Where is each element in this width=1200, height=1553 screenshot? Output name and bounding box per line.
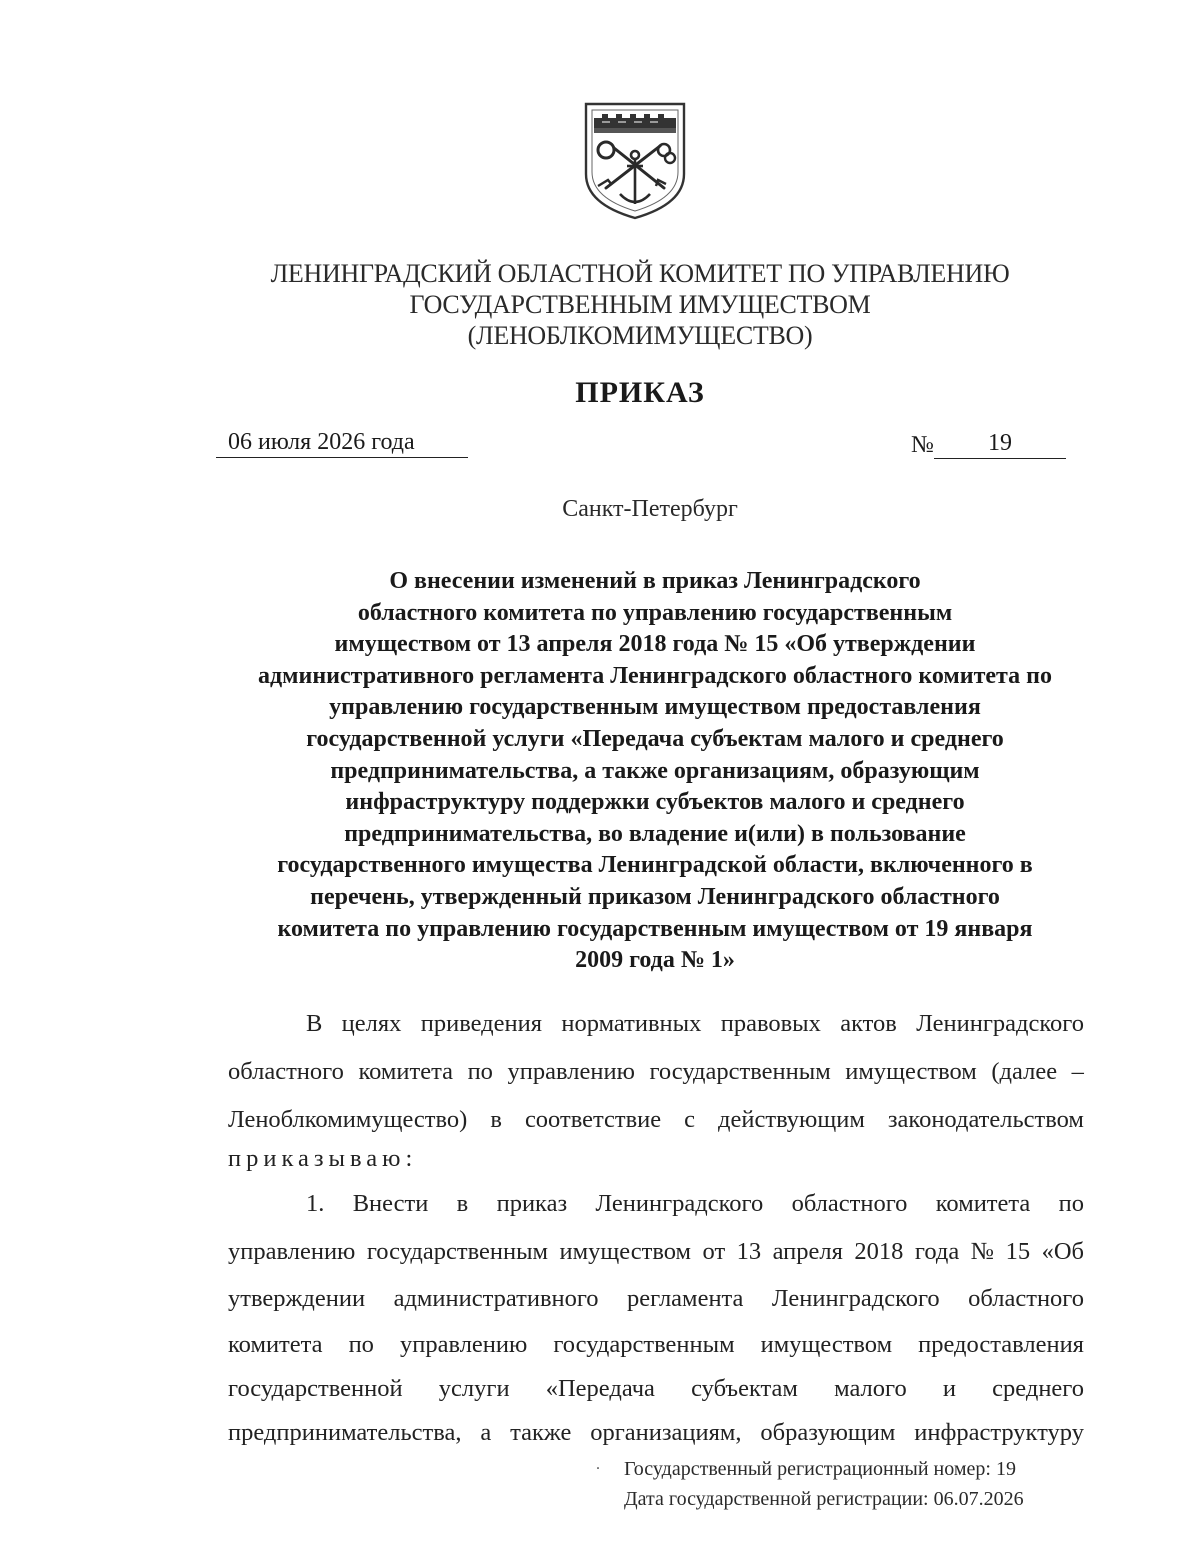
word: действующим bbox=[718, 1106, 865, 1133]
word: по bbox=[467, 1058, 493, 1085]
word: областного bbox=[791, 1190, 908, 1217]
title-line: предпринимательства, во владение и(или) в пользование bbox=[344, 820, 966, 847]
word: государственным bbox=[553, 1331, 735, 1358]
word: Ленинградского bbox=[771, 1285, 940, 1312]
item-1-line bbox=[228, 1375, 1084, 1403]
authority-line: (ЛЕНОБЛКОМИМУЩЕСТВО) bbox=[467, 321, 813, 350]
title-line: перечень, утвержденный приказом Ленинградского областного bbox=[310, 883, 1000, 910]
word: также bbox=[510, 1419, 572, 1446]
word: государственным bbox=[649, 1058, 831, 1085]
word: Внести bbox=[352, 1190, 429, 1217]
word: инфраструктуру bbox=[914, 1419, 1084, 1446]
word: В bbox=[306, 1010, 323, 1037]
word: управлению bbox=[228, 1238, 356, 1265]
word: в bbox=[456, 1190, 469, 1217]
word: с bbox=[684, 1106, 696, 1133]
preamble-line bbox=[306, 1010, 1084, 1038]
word: областного bbox=[228, 1058, 344, 1085]
word: «Передача bbox=[545, 1375, 655, 1402]
item-1-line bbox=[228, 1238, 1084, 1266]
word: предпринимательства, bbox=[228, 1419, 462, 1446]
word: образующим bbox=[760, 1419, 896, 1446]
title-line: комитета по управлению государственным имуществом от 19 января bbox=[277, 915, 1033, 942]
word: предоставления bbox=[918, 1331, 1084, 1358]
preamble-line bbox=[228, 1058, 1084, 1086]
title-line: административного регламента Ленинградского областного комитета по bbox=[258, 662, 1052, 689]
word: приказ bbox=[496, 1190, 568, 1217]
word: субъектам bbox=[691, 1375, 798, 1402]
word: законодательством bbox=[887, 1106, 1084, 1133]
word: актов bbox=[840, 1010, 897, 1037]
word: имуществом bbox=[845, 1058, 977, 1085]
title-line: предпринимательства, а также организациям, образующим bbox=[330, 757, 980, 784]
word: от bbox=[702, 1238, 726, 1265]
word: среднего bbox=[992, 1375, 1084, 1402]
registration-number: Государственный регистрационный номер: 19 bbox=[624, 1458, 1016, 1480]
title-line: управлению государственным имуществом предоставления bbox=[329, 694, 981, 721]
word: правовых bbox=[720, 1010, 821, 1037]
order-word: приказываю: bbox=[228, 1145, 418, 1172]
title-line: имуществом от 13 апреля 2018 года № 15 «Об утверждении bbox=[334, 631, 976, 658]
document-number: 19 bbox=[934, 428, 1066, 459]
word: 15 bbox=[1005, 1238, 1031, 1265]
word: управлению bbox=[399, 1331, 528, 1358]
word: (далее bbox=[991, 1058, 1058, 1085]
issuing-authority bbox=[200, 258, 1080, 351]
document-type-heading: ПРИКАЗ bbox=[575, 376, 705, 409]
authority-line: ЛЕНИНГРАДСКИЙ ОБЛАСТНОЙ КОМИТЕТ ПО УПРАВЛЕНИЮ bbox=[270, 259, 1010, 288]
word: целях bbox=[341, 1010, 402, 1037]
title-line: инфраструктуру поддержки субъектов малого и среднего bbox=[345, 789, 965, 816]
title-line: О внесении изменений в приказ Ленинградского bbox=[389, 568, 921, 594]
title-line: областного комитета по управлению государственным bbox=[357, 599, 953, 626]
word: имуществом bbox=[559, 1238, 692, 1265]
authority-line: ГОСУДАРСТВЕННЫМ ИМУЩЕСТВОМ bbox=[409, 290, 871, 319]
word: по bbox=[1058, 1190, 1084, 1217]
word: административного bbox=[393, 1285, 599, 1312]
word: «Об bbox=[1041, 1238, 1084, 1265]
word: – bbox=[1071, 1058, 1084, 1085]
word: малого bbox=[834, 1375, 907, 1402]
word: государственным bbox=[366, 1238, 549, 1265]
word: комитета bbox=[358, 1058, 453, 1085]
item-1-line bbox=[306, 1190, 1084, 1218]
word: нормативных bbox=[561, 1010, 702, 1037]
item-1-line bbox=[228, 1331, 1084, 1359]
word: комитета bbox=[935, 1190, 1031, 1217]
word: Ленинградского bbox=[595, 1190, 764, 1217]
registration-dot: . bbox=[596, 1456, 600, 1473]
title-line: государственной услуги «Передача субъектам малого и среднего bbox=[306, 725, 1004, 752]
document-title bbox=[210, 566, 1100, 977]
coat-of-arms-emblem bbox=[580, 100, 690, 222]
word: по bbox=[348, 1331, 374, 1358]
word: услуги bbox=[438, 1375, 510, 1402]
word: апреля bbox=[772, 1238, 843, 1265]
word: 1. bbox=[306, 1190, 325, 1217]
title-line: государственного имущества Ленинградской области, включенного в bbox=[277, 852, 1033, 879]
word: 2018 bbox=[854, 1238, 904, 1265]
word: организациям, bbox=[590, 1419, 742, 1446]
preamble-line bbox=[228, 1106, 1084, 1134]
item-1-line bbox=[228, 1285, 1084, 1313]
word: в bbox=[490, 1106, 502, 1133]
word: имуществом bbox=[760, 1331, 893, 1358]
city: Санкт-Петербург bbox=[562, 496, 738, 522]
word: государственной bbox=[228, 1375, 403, 1402]
registration-date: Дата государственной регистрации: 06.07.2026 bbox=[624, 1488, 1024, 1510]
word: утверждении bbox=[228, 1285, 366, 1312]
word: и bbox=[942, 1375, 956, 1402]
title-line: 2009 года № 1» bbox=[575, 947, 735, 974]
item-1-line bbox=[228, 1419, 1084, 1447]
word: Ленинградского bbox=[916, 1010, 1084, 1037]
word: 13 bbox=[736, 1238, 762, 1265]
word: соответствие bbox=[524, 1106, 662, 1133]
number-sign: № bbox=[911, 432, 934, 458]
word: регламента bbox=[627, 1285, 744, 1312]
word: года bbox=[914, 1238, 960, 1265]
word: управлению bbox=[507, 1058, 635, 1085]
word: комитета bbox=[228, 1331, 323, 1358]
word: Леноблкомимущество) bbox=[228, 1106, 468, 1133]
word: а bbox=[480, 1419, 492, 1446]
word: приведения bbox=[420, 1010, 543, 1037]
word: областного bbox=[968, 1285, 1084, 1312]
word: № bbox=[970, 1238, 995, 1265]
document-date: 06 июля 2026 года bbox=[216, 427, 468, 458]
